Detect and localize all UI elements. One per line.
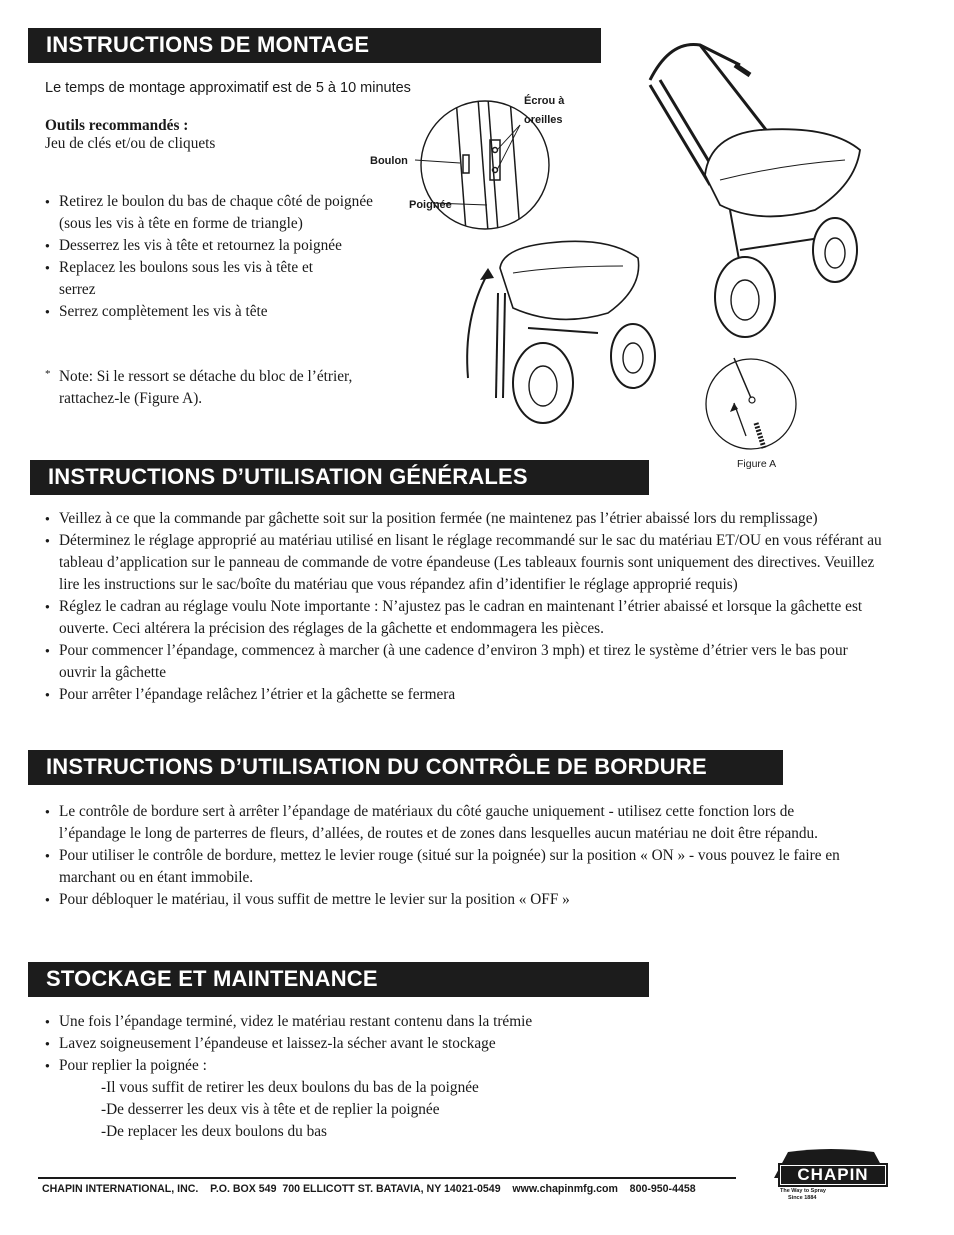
montage-step: ● Desserrez les vis à tête et retournez la poignée xyxy=(45,235,375,257)
figure-a-illustration xyxy=(706,358,796,454)
sub-item: -De desserrer les deux vis à tête et de replier la poignée xyxy=(101,1101,440,1118)
section-title-montage: INSTRUCTIONS DE MONTAGE xyxy=(28,28,601,63)
tools-value: Jeu de clés et/ou de cliquets xyxy=(45,135,216,152)
stockage-sub-list xyxy=(101,1077,801,1143)
list-item: ● Déterminez le réglage approprié au matériau utilisé en lisant le réglage recommandé sur le sac du matériau ET/OU en vous référant au tableau d’application sur le panneau de commande de votre épandeuse (Les tableaux fournis sont uniquement des directives. Veuillez lire les instructions sur le sac/boîte du matériau que vous répandez afin d’identifier le réglage approprié requis) xyxy=(45,530,885,596)
section-title-bordure: INSTRUCTIONS D’UTILISATION DU CONTRÔLE DE BORDURE xyxy=(28,750,783,785)
logo-wordmark: CHAPIN xyxy=(778,1163,888,1187)
list-item: ● Pour commencer l’épandage, commencez à marcher (à une cadence d’environ 3 mph) et tirez le système d’étrier vers le bas pour ouvrir la gâchette xyxy=(45,640,885,684)
utilisation-list xyxy=(45,508,885,706)
list-item: ● Le contrôle de bordure sert à arrêter l’épandage de matériaux du côté gauche uniquement - utilisez cette fonction lors de l’épandage le long de parterres de fleurs, d’allées, de routes et de zones dans lesquelles aucun matériau ne doit être répandu. xyxy=(45,801,845,845)
spreader-folded-illustration xyxy=(458,228,658,428)
montage-note xyxy=(45,366,380,410)
montage-steps xyxy=(45,191,375,323)
section-title-stockage: STOCKAGE ET MAINTENANCE xyxy=(28,962,649,997)
footer-divider xyxy=(38,1177,736,1179)
label-ecrou xyxy=(524,92,564,130)
montage-step: ● Retirez le boulon du bas de chaque côté de poignée (sous les vis à tête en forme de triangle) xyxy=(45,191,375,235)
list-item: ● Pour utiliser le contrôle de bordure, mettez le levier rouge (situé sur la poignée) sur la position « ON » - vous pouvez le faire en marchant ou en étant immobile. xyxy=(45,845,845,889)
section-title-utilisation: INSTRUCTIONS D’UTILISATION GÉNÉRALES xyxy=(30,460,649,495)
list-item: ● Réglez le cadran au réglage voulu Note importante : N’ajustez pas le cadran en maintenant l’étrier abaissé et lorsque la gâchette est ouverte. Ceci altérera la précision des réglages de la gâchette et endommagera les pièces. xyxy=(45,596,885,640)
bordure-list xyxy=(45,801,845,911)
label-poignee: Poignée xyxy=(409,199,452,211)
logo-tagline-1: The Way to Spray xyxy=(780,1188,826,1194)
figure-a-caption: Figure A xyxy=(737,458,777,470)
chapin-logo xyxy=(770,1150,892,1212)
label-ecrou-line2: oreilles xyxy=(524,114,563,126)
montage-step: ● Serrez complètement les vis à tête xyxy=(45,301,375,323)
label-ecrou-line1: Écrou à xyxy=(524,95,565,107)
montage-step: ● Replacez les boulons sous les vis à tête et serrez xyxy=(45,257,319,301)
footer-address: CHAPIN INTERNATIONAL, INC. P.O. BOX 549 700 ELLICOTT ST. BATAVIA, NY 14021-0549 www.chapinmfg.com 800-950-4458 xyxy=(42,1183,696,1195)
montage-time-note: Le temps de montage approximatif est de 5 à 10 minutes xyxy=(45,80,411,96)
list-item: ● Pour replier la poignée : xyxy=(45,1055,845,1077)
tools-label: Outils recommandés : xyxy=(45,117,189,134)
list-item: ● Lavez soigneusement l’épandeuse et laissez-la sécher avant le stockage xyxy=(45,1033,845,1055)
label-boulon: Boulon xyxy=(370,155,408,167)
note-marker: * xyxy=(45,368,51,380)
stockage-list xyxy=(45,1011,845,1077)
list-item: ● Veillez à ce que la commande par gâchette soit sur la position fermée (ne maintenez pas l’étrier abaissé lors du remplissage) xyxy=(45,508,885,530)
sub-item: -Il vous suffit de retirer les deux boulons du bas de la poignée xyxy=(101,1079,479,1096)
spreader-assembled-illustration xyxy=(640,35,870,345)
note-text: Note: Si le ressort se détache du bloc de l’étrier, rattachez-le (Figure A). xyxy=(59,368,353,407)
list-item: ● Pour débloquer le matériau, il vous suffit de mettre le levier sur la position « OFF » xyxy=(45,889,845,911)
logo-tagline-2: Since 1884 xyxy=(788,1195,817,1201)
sub-item: -De replacer les deux boulons du bas xyxy=(101,1123,327,1140)
list-item: ● Une fois l’épandage terminé, videz le matériau restant contenu dans la trémie xyxy=(45,1011,845,1033)
list-item: ● Pour arrêter l’épandage relâchez l’étrier et la gâchette se fermera xyxy=(45,684,885,706)
